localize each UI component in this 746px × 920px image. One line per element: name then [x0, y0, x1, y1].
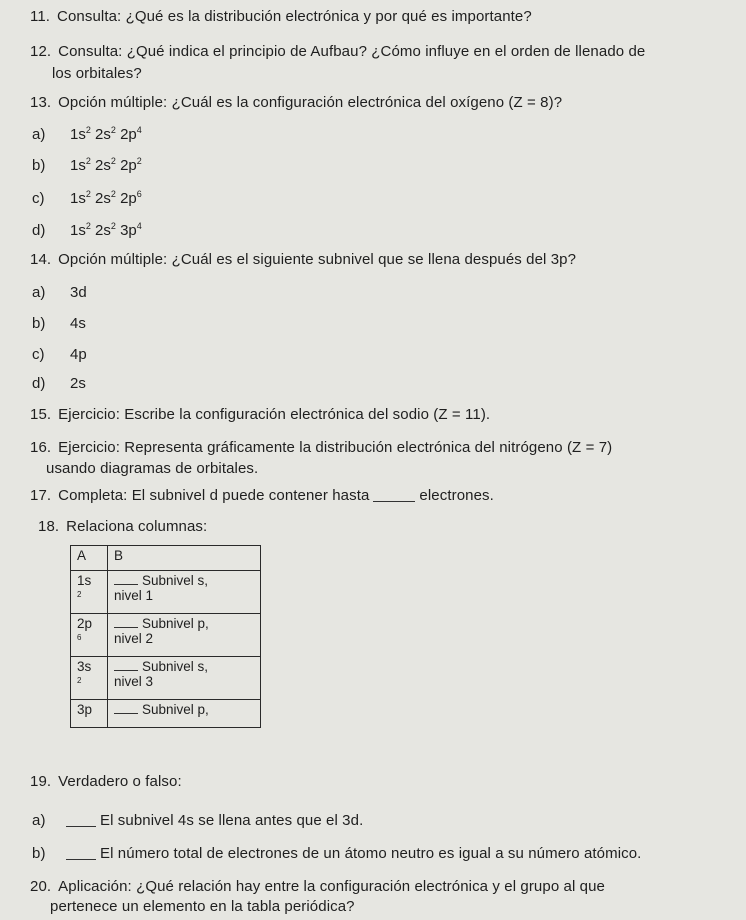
answer-blank	[114, 670, 138, 671]
table-row: 2p 6 Subnivel p, nivel 2	[71, 614, 261, 657]
column-a-header: A	[71, 546, 108, 571]
question-18	[38, 518, 207, 535]
table-row: 3s 2 Subnivel s, nivel 3	[71, 657, 261, 700]
option-14-b[interactable]: b) 4s	[32, 315, 86, 332]
match-cell[interactable]: Subnivel s, nivel 1	[108, 571, 261, 614]
question-number: 17.	[30, 487, 52, 504]
answer-blank[interactable]	[66, 859, 96, 860]
question-text: Opción múltiple: ¿Cuál es la configuración electrónica del oxígeno (Z = 8)?	[58, 94, 563, 111]
question-number: 11.	[30, 8, 51, 25]
option-13-a[interactable]: a) $1s^2$ $2s^2$ $2p^4$	[32, 125, 142, 143]
option-13-d[interactable]: d) $1s^2$ $2s^2$ $3p^4$	[32, 221, 142, 239]
question-16-line2: usando diagramas de orbitales.	[46, 460, 259, 477]
question-number: 18.	[38, 518, 60, 535]
question-11	[30, 8, 532, 25]
question-number: 13.	[30, 94, 52, 111]
question-number: 15.	[30, 406, 52, 423]
question-text: Verdadero o falso:	[58, 773, 182, 790]
question-17: 17. Completa: El subnivel d puede contener hasta electrones.	[30, 487, 494, 504]
question-13	[30, 94, 562, 111]
match-cell[interactable]: Subnivel s, nivel 3	[108, 657, 261, 700]
answer-blank	[114, 627, 138, 628]
question-text: Relaciona columnas:	[66, 518, 208, 535]
question-19	[30, 773, 182, 790]
option-14-a[interactable]: a) 3d	[32, 284, 87, 301]
answer-blank	[114, 584, 138, 585]
answer-blank[interactable]	[373, 501, 415, 502]
match-cell[interactable]: Subnivel p,	[108, 700, 261, 728]
option-14-d[interactable]: d) 2s	[32, 375, 86, 392]
question-16	[30, 439, 612, 456]
question-12-line2: los orbitales?	[52, 65, 142, 82]
question-text: Consulta: ¿Qué indica el principio de Aufbau? ¿Cómo influye en el orden de llenado de	[58, 43, 646, 60]
question-12	[30, 43, 645, 60]
question-number: 16.	[30, 439, 52, 456]
question-number: 14.	[30, 251, 52, 268]
question-text: Aplicación: ¿Qué relación hay entre la configuración electrónica y el grupo al que	[58, 878, 606, 895]
table-row: 3p Subnivel p,	[71, 700, 261, 728]
question-number: 12.	[30, 43, 52, 60]
question-number: 19.	[30, 773, 52, 790]
question-20-line2: pertenece un elemento en la tabla periódica?	[50, 898, 355, 915]
question-15	[30, 406, 490, 423]
answer-blank[interactable]	[66, 826, 96, 827]
column-b-header: B	[108, 546, 261, 571]
table-row: 1s 2 Subnivel s, nivel 1	[71, 571, 261, 614]
match-cell[interactable]: Subnivel p, nivel 2	[108, 614, 261, 657]
question-text: Ejercicio: Representa gráficamente la distribución electrónica del nitrógeno (Z = 7)	[58, 439, 613, 456]
answer-blank	[114, 713, 138, 714]
match-columns-table	[70, 545, 261, 728]
question-20	[30, 878, 605, 895]
question-14	[30, 251, 576, 268]
option-13-c[interactable]: c) $1s^2$ $2s^2$ $2p^6$	[32, 189, 142, 207]
question-text: Consulta: ¿Qué es la distribución electrónica y por qué es importante?	[57, 8, 532, 25]
tf-item-b: b) El número total de electrones de un átomo neutro es igual a su número atómico.	[32, 845, 642, 862]
tf-item-a: a) El subnivel 4s se llena antes que el 3d.	[32, 812, 364, 829]
option-13-b[interactable]: b) $1s^2$ $2s^2$ $2p^2$	[32, 156, 142, 174]
question-text: Opción múltiple: ¿Cuál es el siguiente subnivel que se llena después del 3p?	[58, 251, 577, 268]
question-number: 20.	[30, 878, 52, 895]
option-14-c[interactable]: c) 4p	[32, 346, 87, 363]
question-text: Ejercicio: Escribe la configuración electrónica del sodio (Z = 11).	[58, 406, 491, 423]
